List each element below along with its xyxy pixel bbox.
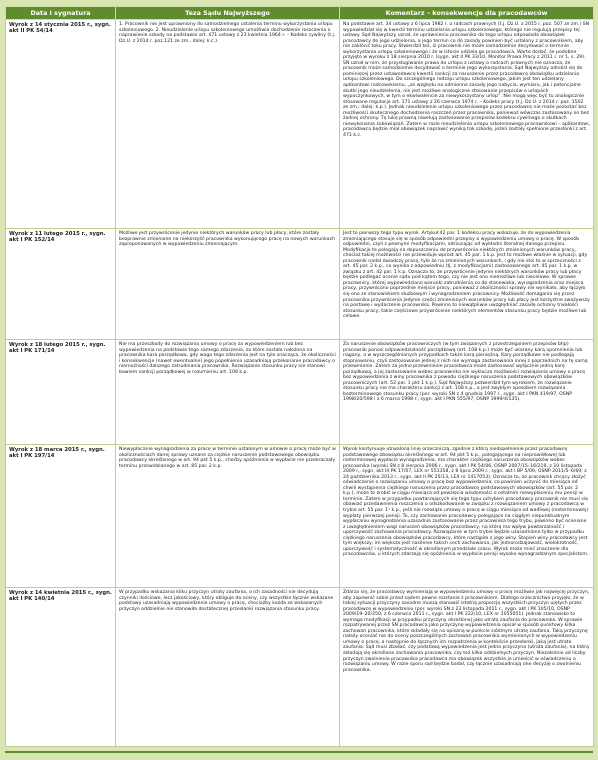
ruling-signature: Wyrok z 11 lutego 2015 r., sygn. akt I PK 152/14 xyxy=(6,229,116,340)
table-row xyxy=(6,20,594,229)
header-supreme-court-thesis: Teza Sądu Najwyższego xyxy=(116,7,340,20)
ruling-signature: Wyrok z 18 lutego 2015 r., sygn. akt I PK 171/14 xyxy=(6,340,116,445)
ruling-comment: Za naruszenie obowiązków pracowniczych (w tym związanych z przestrzeganiem przepisów bhp) pracownik ponosi odpowiedzialność porządkową (art. 108 k.p.) może być ukarany karą upomnienia lub nagany, a w wyszczególnionych przypadkach także karą pieniężną. Kary porządkowe nie podlegają stopniowaniu, czyli zastosowanie jednej z nich nie wymaga zastosowania innej z poprzednich na tę samą przewinienie. Zatem za jedno przewinienie pracodawca może zastosować wyłącznie jedną karę porządkową, a jej zastosowanie wobec pracownika nie wyklucza możliwości rozwiązania umowy o pracę bez wypowiedzenia z winy pracownika z powodu ciężkiego naruszenia podstawowych obowiązków pracowniczych (art. 52 par. 1 pkt 1 k.p.). Sąd Najwyższy potwierdził tym wyrokiem, że rozwiązanie stosunku pracy nie ma charakteru sankcji z art. 108 k.p., a jest zwykłym sposobem rozwiązania bezterminowego stosunku pracy (por. wyroki SN z 4 grudnia 1997 r., sygn. akt I PKN 419/97, OSNP 1998/20/598 i z 6 marca 1998 r., sygn. akt I PKN 555/97, OSNP 1999/4/135). xyxy=(340,340,594,445)
ruling-thesis: W przypadku wskazania kilku przyczyn utraty zaufania, o ich zasadności nie decydują czynniki ilościowe, lecz jakościowy, który obliguje do oceny, czy wszystkie łącznie wskazane podstawy uzasadniają wypowiedzenie umowy o pracę, chociażby każda ze wskazanych przyczyn oddzielnie nie stanowiła dostatecznej przesłanki rozwiązania stosunku pracy. xyxy=(116,588,340,747)
ruling-signature: Wyrok z 14 kwietnia 2015 r., sygn. akt I PK 140/14 xyxy=(6,588,116,747)
ruling-thesis: Niewypłacanie wynagrodzenia za pracę w terminie ustalonym w umowie o pracę może być w okolicznościach danej sprawy uznane za ciężkie naruszenie podstawowego obowiązku pracodawcy określonego w art. 94 pkt 5 k.p., choćby opóźnienia w wypłacie nie przekraczały terminu przewidzianego w art. 85 par. 2 k.p. xyxy=(116,445,340,588)
table-row xyxy=(6,340,594,445)
ruling-thesis: Nie ma przeszkody do rozwiązania umowy o pracę za wypowiedzeniem lub bez wypowiedzenia na podstawie tego samego zdarzenia, za które została nałożona na pracownika kara porządkowa, gdy waga tego zdarzenia jest na tyle znacząca, że okoliczności i konsekwencje (nawet ewentualne) jego popełnienia uzasadniają przekonanie pracodawcy o niemożności dalszego zatrudniania pracownika. Rozwiązanie stosunku pracy nie stanowi bowiem sankcji porządkowej w rozumieniu art. 108 k.p. xyxy=(116,340,340,445)
ruling-signature: Wyrok z 18 marca 2015 r., sygn. akt I PK 197/14 xyxy=(6,445,116,588)
ruling-comment: Zdarza się, że pracodawcy wymieniają w wypowiedzeniu umowy o pracę możliwie jak najwięcej przyczyn, aby zapewnić sobie przed sądem pewne rozstanie z pracownikiem. Dlatego orzecznictwo przyjęło, że w takiej sytuacji przyczyny zasadne muszą stanowić istotną proporcję wszystkich przyczyn ujętych przez pracodawcę w wypowiedzeniu (por. wyroki SN z 23 listopada 2011 r., sygn. akt I PK 105/10, OSNP 2009/19–20/250; z 6 czerwca 2011 r., sygn. akt I PK 222/10, LEX nr 1055051). Jednak stanowisko to wymaga modyfikacji w przypadku przyczyny określonej jako utrata zaufania do pracownika. W sprawie rozpatrywanej przez SN pracodawca jako przyczynę wypowiedzenia opisał w sposób punktowy kilka zachowań pracownika, które składały się na opisaną w punkcie siódmym utratę zaufania. Taką przyczynę należy oceniać nie do oceny poszczególnych zachowań pracownika wymienionych w wypowiedzeniu umowy o pracę, a następnie do łącznych ich rozpatrzenia w kontekście przesłanki, jaką jest utrata zaufania. Sąd musi zbadać, czy podstawą wypowiedzenia jest jedna przyczyna (utrata zaufania), na którą składają się określone zachowania pracownika, czy też kilka oddzielnych przyczyn. Niezależnie od liczby przyczyn zwolnienia pracownika pracodawca ma obowiązek wszystkie je umieścić w oświadczeniu o rozwiązaniu umowy. W razie sporu sąd będzie badał, czy łącznie uzasadniają one decyzję o zwolnieniu pracownika. xyxy=(340,588,594,747)
ruling-signature: Wyrok z 14 stycznia 2015 r., sygn. akt II PK 54/14 xyxy=(6,20,116,229)
ruling-thesis: Możliwe jest przywrócenie jedynie niektórych warunków pracy lub płacy, które zostały bezprawnie zmienione na niekorzyść pracownika wykonującego pracę na nowych warunkach zaproponowanych w wypowiedzeniu zmieniającym. xyxy=(116,229,340,340)
table-row xyxy=(6,588,594,747)
header-comment: Komentarz – konsekwencje dla pracodawców xyxy=(340,7,594,20)
table-header xyxy=(6,7,594,20)
header-date-signature: Data i sygnatura xyxy=(6,7,116,20)
ruling-comment: Na podstawie art. 34 ustawy z 6 lipca 1982 r. o radcach prawnych (t.j. Dz.U. z 2015 r. poz. 507 ze zm.) SN wypowiedział się w kwestii terminu udzielania urlopu szkoleniowego, którego nie regulują przepisy tej ustawy. Sąd Najwyższy uznał, że uprawnieniu pracownika do tego urlopu odpowiada obowiązek pracodawcy do jego udzielenia, a jego termin co do zasady powinien być ustalony z pracownikiem, aby nie zakłócić toku pracy. Stwierdził też, iż pracownik nie może samodzielnie decydować o terminie wykorzystania urlopu szkoleniowego i że w istocie udziela go pracodawca. Warto dodać, że podobne przyjęto w wyroku z 18 sierpnia 2010 r. (sygn. akt II PK 33/10, Monitor Prawa Pracy z 2011 r. nr 1, s. 29). SN uznał w nim, że przysługiwanie prawa do urlopu z ustawy o radcach prawnych nie oznacza, że pracownik może samodzielnie decydować o terminie jego wykorzystania. Sąd Najwyższy odniósł się do pominięcej przez ustawodawcę kwestii sankcji za naruszenie przez pracodawcę obowiązku udzielania urlopu szkoleniowego. Do szczególnego rodzaju urlopu szkoleniowego, jakim jest ten udzielany aplikantowi radcowskiemu, „ze względu na odmienne zasady jego nabycia, wymiaru, jak i potencjalne skutki jego nieudzielenia, nie jest możliwe analogiczne stosowanie przepisów o urlopach wypoczynkowych, w tym o ekwiwalencie za niewykorzystany urlop”. Nie mogą więc być tu analogicznie stosowane regulacje art. 171 ustawy z 26 czerwca 1974 r. – Kodeks pracy (t.j. Dz.U. z 2014 r. poz. 1502 ze zm.; dalej: k.p.). Jednak nieudzielenie urlopu szkoleniowego przez pracodawcę nie może pozostać bez możliwości skutecznego dochodzenia roszczeń przez pracownika, ponieważ wówczas zastosowany on bez żadnej ochrony. Tę lukę prawną niwelują zastosowanie przepisów kodeksu cywilnego o skutkach niewykonania zobowiązań. Zatem w razie nieudzielenia urlopu szkoleniowego pracownikowi – aplikantowi, pracodawca będzie miał obowiązek naprawić wyniką tak szkodę, jeżeli zostały spełnione przesłanki z art. 471 k.c. xyxy=(340,20,594,229)
ruling-comment: Wyrok kontynuuje utrwaloną linię orzeczniczą, zgodnie z którą niedopełnienie przez pracodawcę podstawowego obowiązku określonego w art. 94 pkt 5 k.p., polegającego na nieprawidłowej lub nieterminowej wypłacie wynagrodzenia, ma charakter ciężkiego naruszenia obowiązków wobec pracownika (wyroki SN z 8 sierpnia 2006 r., sygn. akt I PK 54/06, OSNP 2007/15–16/219, z 10 listopada 2009 r., sygn. akt III PK 17/07, LEX nr 551358, z 8 lipca 2009 r., sygn. akt I BP 5/09, OSNP 2011/5–6/69; z 24 października 2013 r., sygn. akt II PK 25/13, LEX nr 1417053). Oznacza to, że pracownik chcący złożyć oświadczenie o rozwiązaniu umowy o pracę bez wypowiedzenia, co powinien uczynić do miesiąca od chwili wystąpienia ciężkiego naruszenia przez pracodawcę podstawowych obowiązków (art. 55 par. 2 k.p.), może to zrobić w ciągu miesiąca od powzięcia wiadomości o ostatnim niewypłaceniu mu pensji w terminie. Zatem w przypadku powtarzających się tego typu uchybień pracodawcy pracownik nie musi się obawiać przedawnienia roszczenia o odszkodowanie w związku z rozwiązaniem umowy z pracodawcą w trybie art. 55 par. 1¹ k.p., jeśli nie rozwiąże umowy o pracę w ciągu miesiąca od wadliwej (nieterminowej) wypłaty pierwszej pensji. To, czy zachowanie pracodawcy polegające na ciągłym niepunktualnym wypłacaniu wynagrodzenia uzasadnia zastosowanie przez pracownika tego trybu, powinno być oceniane z uwzględnieniem wagi naruszeń obowiązków pracodawcy, na którą ma wpływ powtarzalność i uporczywość zachowania pracodawcy. Rozwiązanie w tym trybie będzie uzasadnione tylko w przypadku ciężkiego naruszenia obowiązków pracodawcy, które nastąpiło z jego winy. Stopień winy pracodawcy jest tym większy, im większe jest nasilenie takich cech zachowania, jak jednorodzajowość, wielokrotność, uporczywość i systematyczność w określonym przedziale czasu. Wyrok może mieć znaczenie dla pracodawców, u których zdarzają się opóźnienia w wypłacie pensji wysoko wynagradzanym specjalistom. xyxy=(340,445,594,588)
table-row xyxy=(6,445,594,588)
ruling-comment: Jest to pierwszy tego typu wyrok. Artykuł 42 par. 1 kodeksu pracy wskazuje, że do wypowiedzenia zmieniającego stosuje się w sposób odpowiedni przepisy o wypowiedzeniu umowy o pracę. W sposób odpowiedni, czyli z pewnymi modyfikacjami, odrzucając od wykładni literalnej danego przepisu. Modyfikacje te polegają na dopuszczeniu do przywrócenia niektórych zmienionych warunków pracy, chociaż takiej możliwości nie przewiduje wprost art. 45 par. 1 k.p. Jest to możliwe właśnie w sytuacji, gdy pracownik nadal świadczy pracę, tyle że na zmienionych warunkach, i gdy nie stoi to w sprzeczności z art. 45 par. 2 k.p., co wynika z odpowiedniu (tj. z modyfikacjami) zastosowanego art. 45 par. 1 k.p. w związku z art. 42 par. 1 k.p. Oznacza to, że przywrócenie jedynie niektórych warunków pracy lub płacy będzie podlegać ocenie sądu pod kątem tego, czy nie jest ono niemożliwe lub niecelowe. W sprawie pracownicy, której wypowiedziano warunki zatrudnienia co do stanowiska, wynagrodzenia oraz miejsca pracy, przywrócono poprzednie miejsce pracy, ponieważ z okoliczności sprawy nie wynikało, aby łączyło się ono ze stanowiskiem służbowym i wynagrodzeniem pracownicy. Możliwość domagania się przez pracownika przywrócenia jedynie części zmienionych warunków pracy lub płacy jest korzystne zważywszy na postawę i wydarzenie pracownika. Powinno to niewątpliwie uwzględniać zasadę ochrony trwałości stosunku pracy, takie częściowe przywrócenie niektórych elementów stosunku pracy będzie możliwe lub celowe. xyxy=(340,229,594,340)
table-row xyxy=(6,229,594,340)
bottom-rule xyxy=(5,751,593,753)
rulings-table xyxy=(5,6,594,747)
ruling-thesis: 1. Pracownik nie jest uprawniony do samodzielnego ustalenia terminu wykorzystania urlopu szkoleniowego. 2. Nieudzielenie urlopu szkoleniowego umożliwia dochodzenie roszczenia o naprawienie szkody na podstawie art. 471 ustawy z 23 kwietnia 1964 r. – Kodeks cywilny (t.j. Dz.U. z 2014 r. poz.121 ze zm., dalej: k.c.). xyxy=(116,20,340,229)
